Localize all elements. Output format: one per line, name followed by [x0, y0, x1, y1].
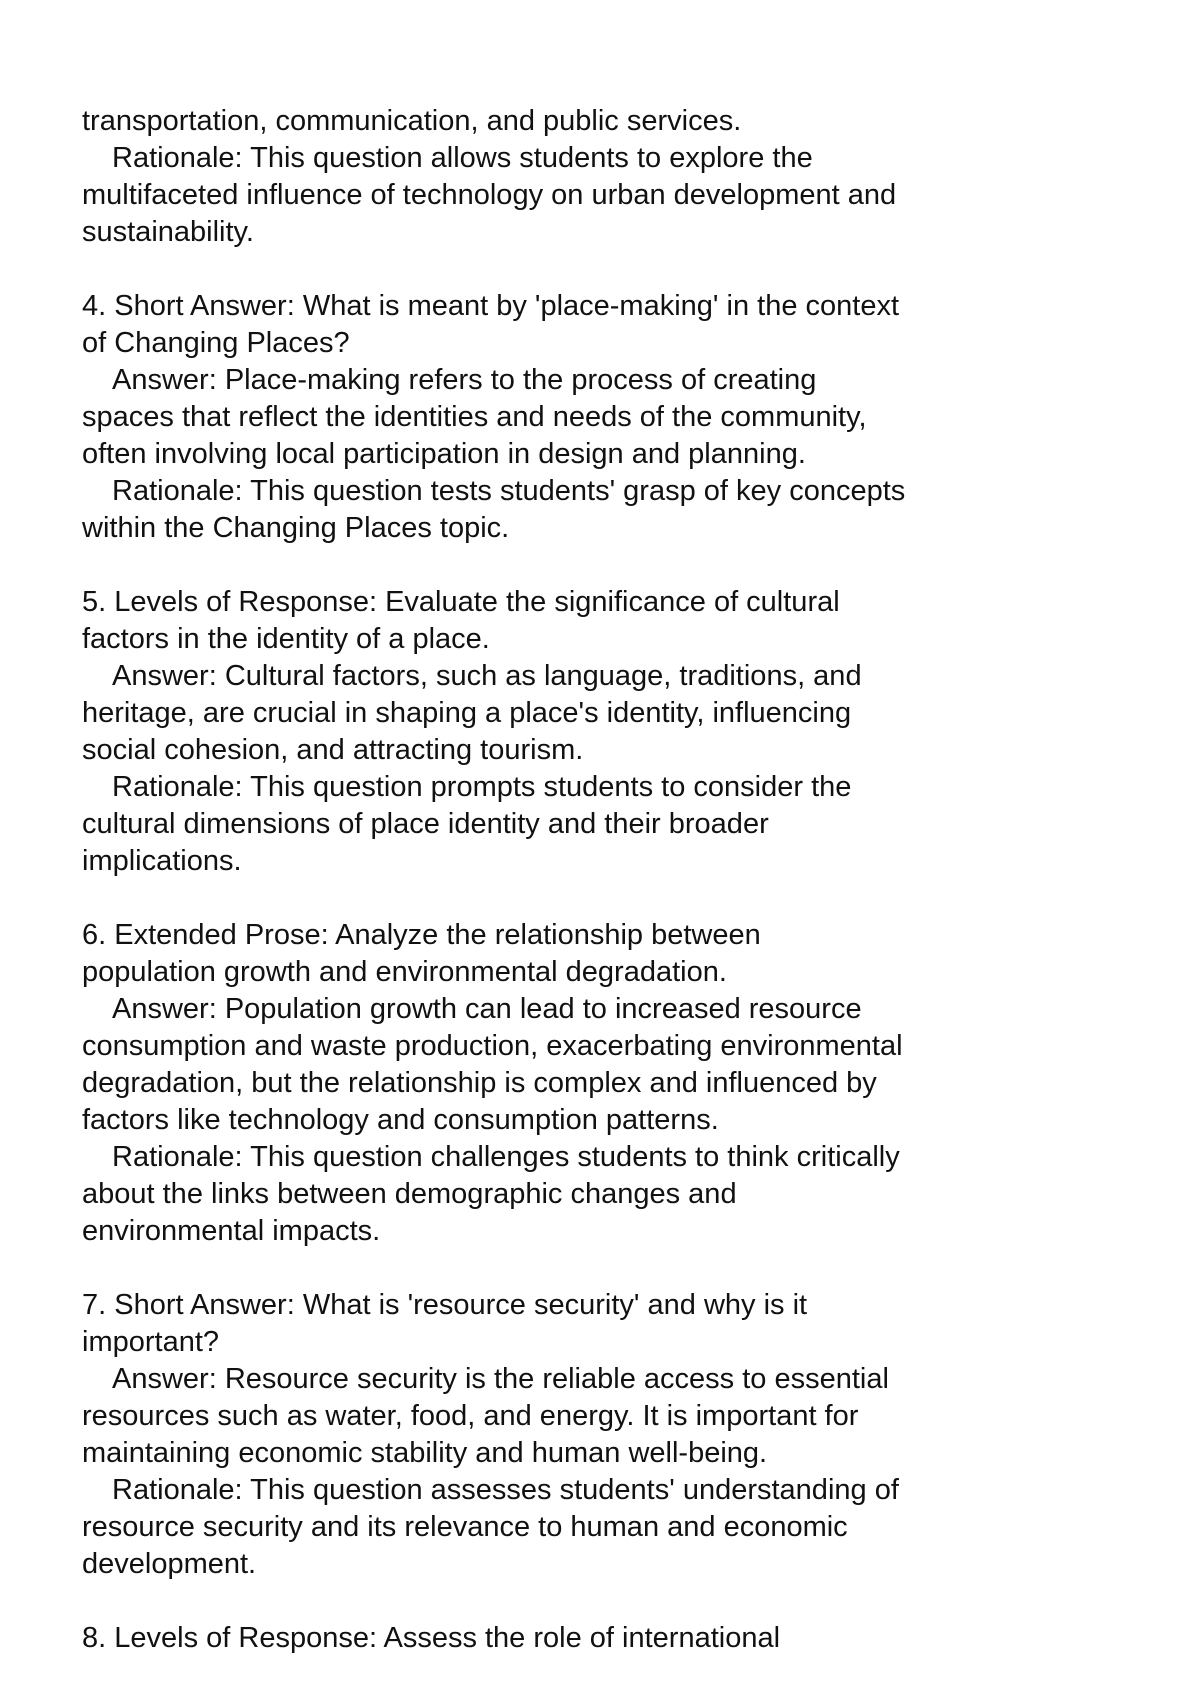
text-line: cultural dimensions of place identity and their broader [82, 808, 769, 840]
text-line: development. [82, 1548, 257, 1580]
paragraph-gap [82, 251, 1122, 288]
text-line: Rationale: This question tests students' grasp of key concepts [112, 475, 906, 507]
text-line: factors in the identity of a place. [82, 623, 490, 655]
text-line: 5. Levels of Response: Evaluate the significance of cultural [82, 586, 840, 618]
question-block-q7 [82, 1287, 1122, 1583]
text-line: spaces that reflect the identities and needs of the community, [82, 401, 867, 433]
text-line: population growth and environmental degradation. [82, 956, 727, 988]
text-line: Rationale: This question assesses students' understanding of [112, 1474, 899, 1506]
text-line: Answer: Population growth can lead to increased resource [112, 993, 862, 1025]
text-line: Answer: Place-making refers to the process of creating [112, 364, 817, 396]
question-block-q4 [82, 288, 1122, 547]
text-line: Rationale: This question prompts students to consider the [112, 771, 852, 803]
text-line: within the Changing Places topic. [82, 512, 510, 544]
text-line: 4. Short Answer: What is meant by 'place-making' in the context [82, 290, 900, 322]
paragraph-gap [82, 1250, 1122, 1287]
text-line: heritage, are crucial in shaping a place's identity, influencing [82, 697, 852, 729]
text-line: important? [82, 1326, 220, 1358]
text-line: social cohesion, and attracting tourism. [82, 734, 584, 766]
text-line: often involving local participation in design and planning. [82, 438, 806, 470]
text-line: degradation, but the relationship is complex and influenced by [82, 1067, 877, 1099]
question-block-q6 [82, 917, 1122, 1250]
text-line: Answer: Cultural factors, such as language, traditions, and [112, 660, 862, 692]
text-line: transportation, communication, and public services. [82, 105, 742, 137]
text-line: Rationale: This question challenges students to think critically [112, 1141, 900, 1173]
document-page [82, 103, 1122, 1657]
question-block-q5 [82, 584, 1122, 880]
question-block-q8 [82, 1620, 1122, 1657]
text-line: resources such as water, food, and energy. It is important for [82, 1400, 859, 1432]
text-line: Rationale: This question allows students to explore the [112, 142, 813, 174]
text-line: consumption and waste production, exacerbating environmental [82, 1030, 903, 1062]
paragraph-gap [82, 880, 1122, 917]
text-line: 7. Short Answer: What is 'resource security' and why is it [82, 1289, 808, 1321]
text-line: environmental impacts. [82, 1215, 381, 1247]
text-line: multifaceted influence of technology on urban development and [82, 179, 897, 211]
paragraph-gap [82, 547, 1122, 584]
text-line: 8. Levels of Response: Assess the role of international [82, 1622, 781, 1654]
text-line: sustainability. [82, 216, 254, 248]
text-line: 6. Extended Prose: Analyze the relationship between [82, 919, 761, 951]
text-line: factors like technology and consumption patterns. [82, 1104, 719, 1136]
question-block-q3-tail [82, 103, 1122, 251]
text-line: of Changing Places? [82, 327, 350, 359]
paragraph-gap [82, 1583, 1122, 1620]
text-line: about the links between demographic changes and [82, 1178, 737, 1210]
text-line: Answer: Resource security is the reliable access to essential [112, 1363, 889, 1395]
text-line: maintaining economic stability and human well-being. [82, 1437, 768, 1469]
text-line: resource security and its relevance to human and economic [82, 1511, 848, 1543]
text-line: implications. [82, 845, 242, 877]
